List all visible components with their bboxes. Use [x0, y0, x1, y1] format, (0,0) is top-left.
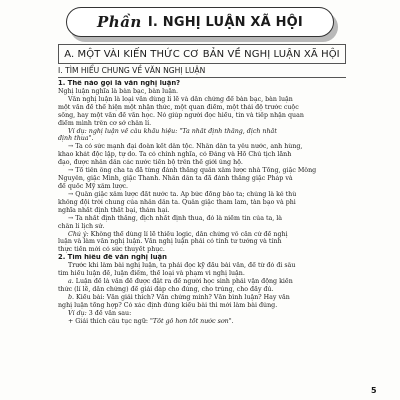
item-b-label: b. [68, 293, 75, 301]
paragraph-line: nghĩa nhất định thất bại, thảm hại. [58, 206, 170, 214]
paragraph-line: để quốc Mỹ xâm lược. [58, 182, 129, 190]
example-quote-end: định thua". [58, 135, 94, 143]
note-line [58, 231, 346, 239]
paragraph-line: → Ta có sức mạnh đại đoàn kết dân tộc. Nhân dân ta yêu nước, anh hùng, [68, 143, 303, 151]
paragraph-line: Nghị luận nghĩa là bàn bạc, bàn luận. [58, 87, 179, 95]
paragraph-line: chân lí lịch sử. [58, 222, 105, 230]
note-text: Không thể dùng lí lẽ thiếu logic, dẫn chứng vô căn cứ để nghị [90, 230, 288, 238]
item-a-label: a. [68, 278, 74, 286]
section-a-title: A. MỘT VÀI KIẾN THỨC CƠ BẢN VỀ NGHỊ LUẬN XÃ HỘI [58, 44, 346, 64]
paragraph-line: khao khát độc lập, tự do. Ta có chính nghĩa, có Đảng và Hồ Chủ tịch lãnh [58, 151, 292, 159]
paragraph-line: đạo, được nhân dân các nước tiến bộ trên thế giới ủng hộ. [58, 159, 243, 167]
paragraph-line: luận và làm văn nghị luận. Văn nghị luận phải có tính tư tưởng và tính [58, 238, 282, 246]
example-2-label: Ví dụ: [68, 309, 89, 317]
paragraph-line: thức (lí lẽ, dẫn chứng) để giải đáp cho đúng, cho trúng, cho đầy đủ. [58, 285, 274, 293]
paragraph-line: → Tổ tiên ông cha ta đã từng đánh thắng quân xâm lược nhà Tống, giặc Mông [68, 167, 317, 175]
paragraph-line: → Quân giặc xâm lược đất nước ta. Áp bức đồng bào ta; chúng là kẻ thù [68, 190, 297, 198]
paragraph-line: sống, hay một vấn đề văn học. Nó giúp người đọc hiểu, tin và tiếp nhận quan [58, 111, 304, 119]
paragraph-line: tìm hiểu luận đề, luận điểm, thể loại và phạm vi nghị luận. [58, 270, 245, 278]
paragraph-line: Trước khi làm bài nghị luận, ta phải đọc kỹ đầu bài văn, để từ đó đi sâu [68, 262, 296, 270]
paragraph-line: một vấn đề thể hiện một nhận thức, một quan điểm, một thái độ trước cuộc [58, 103, 299, 111]
item-a-text: Luận đề là vấn đề được đặt ra để người học sinh phải vận động kiến [73, 278, 293, 286]
paragraph-line: điểm mình trên cơ sở chân lí. [58, 119, 152, 127]
quote-prefix: + Giải thích câu tục ngữ: [68, 317, 150, 325]
paragraph-line: Nguyên, giặc Minh, giặc Thanh. Nhân dân ta đã đánh thắng giặc Pháp và [58, 175, 293, 183]
part-word: Phần [97, 13, 142, 31]
paragraph-line: thực tiễn mới có sức thuyết phục. [58, 246, 165, 254]
example-quote: "Ta nhất định thắng, địch nhất [179, 127, 277, 135]
item-a-line [58, 278, 346, 286]
item-b-line [58, 294, 346, 302]
paragraph-line: không đội trời chung của nhân dân ta. Quân giặc tham lam, tàn bạo và phi [58, 198, 296, 206]
subheading-1: 1. Thế nào gọi là văn nghị luận? [58, 80, 181, 87]
part-header-banner [66, 7, 334, 37]
example-2-text: 3 đề văn sau: [88, 309, 132, 317]
note-prefix: Chú ý: [68, 230, 91, 238]
example-prefix: Ví dụ: nghị luận về câu khẩu hiệu: [68, 127, 180, 135]
quote-text: "Tốt gỗ hơn tốt nước sơn". [150, 317, 234, 325]
quote-line [58, 318, 346, 326]
paragraph-line: nghị luận tổng hợp? Có xác định đúng kiểu bài thì mới làm bài đúng. [58, 301, 278, 309]
body-text [58, 80, 346, 326]
paragraph-line: → Ta nhất định thắng, địch nhất định thua, đó là niềm tin của ta, là [68, 214, 283, 222]
subsection-i-title: I. TÌM HIỂU CHUNG VỀ VĂN NGHỊ LUẬN [58, 66, 206, 75]
part-title: I. NGHỊ LUẬN XÃ HỘI [147, 14, 303, 30]
paragraph-line: Văn nghị luận là loại văn dùng lí lẽ và dẫn chứng để bàn bạc, bàn luận [68, 95, 293, 103]
item-b-text: Kiểu bài: Văn giải thích? Văn chứng minh? Văn bình luận? Hay văn [74, 293, 290, 301]
subheading-2: 2. Tìm hiểu đề văn nghị luận [58, 254, 167, 262]
example-2-line [58, 310, 346, 318]
page-number: 5 [371, 386, 377, 395]
example-line [58, 128, 346, 136]
heading-rule [58, 77, 346, 78]
